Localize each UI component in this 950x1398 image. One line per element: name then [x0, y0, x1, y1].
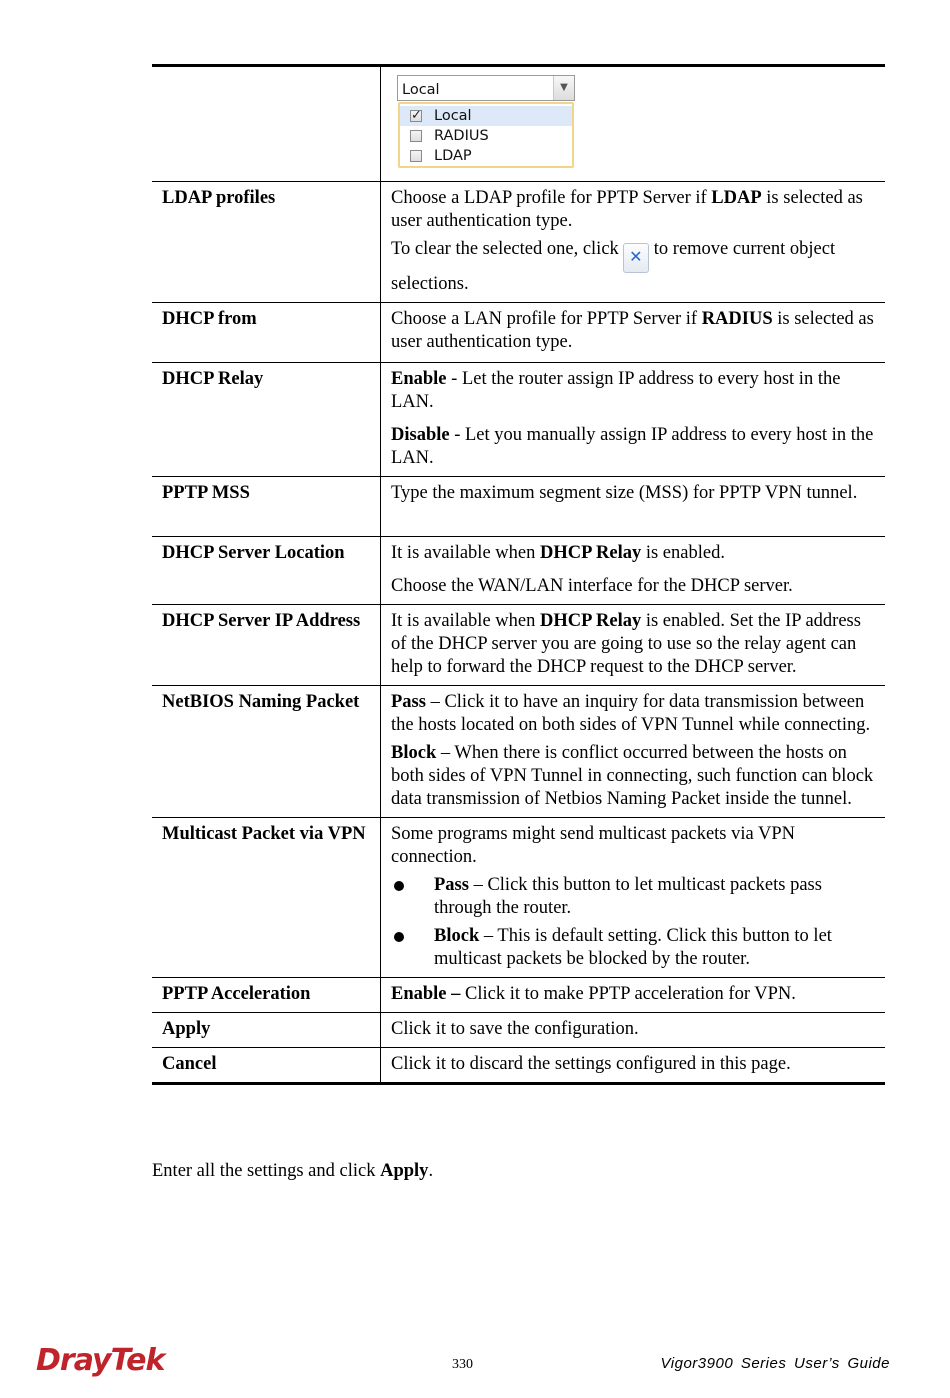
text: Choose a LDAP profile for PPTP Server if [391, 188, 712, 208]
text: – This is default setting. Click this button to let multicast packets be blocked by the router. [434, 926, 832, 969]
option-label: Local [434, 108, 472, 124]
table-row [152, 818, 885, 978]
text: is selected as user authentication type. [391, 309, 874, 352]
text: To clear the selected one, click [391, 239, 619, 259]
row-name: LDAP profiles [152, 182, 381, 303]
chevron-down-icon[interactable]: ▼ [553, 76, 574, 100]
row-name: DHCP Server Location [152, 537, 381, 605]
text: Some programs might send multicast packets via VPN connection. [391, 824, 796, 867]
draytek-logo: DrayTek [36, 1343, 165, 1378]
text: Type the maximum segment size (MSS) for PPTP VPN tunnel. [391, 483, 858, 503]
text-bold: Pass [391, 692, 426, 712]
row-name: DHCP Server IP Address [152, 605, 381, 686]
bullet-icon [394, 881, 404, 891]
text-bold: Disable [391, 425, 450, 445]
row-desc [381, 477, 886, 537]
row-name: DHCP Relay [152, 363, 381, 477]
text-bold: Enable – [391, 984, 461, 1004]
text: – When there is conflict occurred between the hosts on both sides of VPN Tunnel in connecting, such function can block data transmission of Netbios Naming Packet inside the tunnel. [391, 743, 874, 809]
checkbox-icon[interactable] [410, 130, 422, 142]
text: Click it to discard the settings configured in this page. [391, 1054, 791, 1074]
text: Click it to save the configuration. [391, 1019, 639, 1039]
text-bold: RADIUS [701, 309, 773, 329]
dropdown-list [398, 102, 574, 168]
row-desc [381, 537, 886, 605]
list-item [391, 874, 875, 920]
text-bold: DHCP Relay [539, 543, 642, 563]
table-row [152, 1013, 885, 1048]
text-bold: Apply [380, 1161, 429, 1181]
row-name: NetBIOS Naming Packet [152, 686, 381, 818]
bullet-icon [394, 932, 404, 942]
text: It is available when [391, 543, 540, 563]
row-name: Apply [152, 1013, 381, 1048]
option-ldap[interactable] [400, 146, 572, 166]
table-row [152, 182, 885, 303]
table-row [152, 605, 885, 686]
list-item [391, 925, 875, 971]
text-bold: Pass [434, 875, 469, 895]
option-local[interactable] [400, 106, 572, 126]
row-desc [381, 605, 886, 686]
auth-type-dropdown-screenshot [397, 75, 577, 169]
text: is enabled. Set the IP address of the DHCP server you are going to use so the relay agent can help to forward the DHCP request to the DHCP server. [391, 611, 861, 677]
checkbox-checked-icon[interactable] [410, 110, 422, 122]
table-row [152, 978, 885, 1013]
row-desc [381, 182, 886, 303]
row-name: PPTP MSS [152, 477, 381, 537]
option-label: LDAP [434, 148, 472, 164]
row-name: PPTP Acceleration [152, 978, 381, 1013]
table-row [152, 537, 885, 605]
table-row [152, 477, 885, 537]
text-bold: Block [391, 743, 437, 763]
clear-selection-icon: ✕ [623, 243, 649, 273]
text: Choose the WAN/LAN interface for the DHCP server. [391, 576, 793, 596]
text-bold: Enable [391, 369, 447, 389]
text: - Let the router assign IP address to every host in the LAN. [391, 369, 841, 412]
text: It is available when [391, 611, 540, 631]
table-row [152, 303, 885, 363]
checkbox-icon[interactable] [410, 150, 422, 162]
text: Choose a LAN profile for PPTP Server if [391, 309, 702, 329]
spec-table [152, 64, 885, 1085]
text: is enabled. [641, 543, 725, 563]
text: . [428, 1161, 434, 1181]
table-row [152, 363, 885, 477]
option-radius[interactable] [400, 126, 572, 146]
bullet-list [391, 874, 875, 971]
document-title: Vigor3900 Series User’s Guide [660, 1355, 890, 1372]
row-name-empty [152, 66, 381, 182]
text-bold: Block [434, 926, 480, 946]
table-row [152, 1048, 885, 1084]
row-name: Cancel [152, 1048, 381, 1084]
row-desc [381, 978, 886, 1013]
row-desc [381, 1013, 886, 1048]
text-bold: DHCP Relay [539, 611, 642, 631]
table-row [152, 686, 885, 818]
closing-instruction [152, 1160, 433, 1183]
text: Click it to make PPTP acceleration for VPN. [460, 984, 796, 1004]
text: – Click it to have an inquiry for data transmission between the hosts located on both sides of VPN Tunnel while connecting. [391, 692, 871, 735]
option-label: RADIUS [434, 128, 489, 144]
text: to remove current object selections. [391, 239, 836, 294]
row-name: DHCP from [152, 303, 381, 363]
text: is selected as user authentication type. [391, 188, 863, 231]
text-bold: LDAP [711, 188, 762, 208]
table-row [152, 66, 885, 182]
row-desc [381, 303, 886, 363]
row-desc-dropdown [381, 66, 886, 182]
text: - Let you manually assign IP address to every host in the LAN. [391, 425, 874, 468]
text: Enter all the settings and click [152, 1161, 381, 1181]
page-number: 330 [452, 1357, 473, 1372]
text: – Click this button to let multicast packets pass through the router. [434, 875, 822, 918]
row-desc [381, 1048, 886, 1084]
row-name: Multicast Packet via VPN [152, 818, 381, 978]
auth-type-select[interactable] [397, 75, 575, 101]
select-value: Local [402, 82, 440, 98]
row-desc [381, 686, 886, 818]
row-desc [381, 818, 886, 978]
row-desc [381, 363, 886, 477]
